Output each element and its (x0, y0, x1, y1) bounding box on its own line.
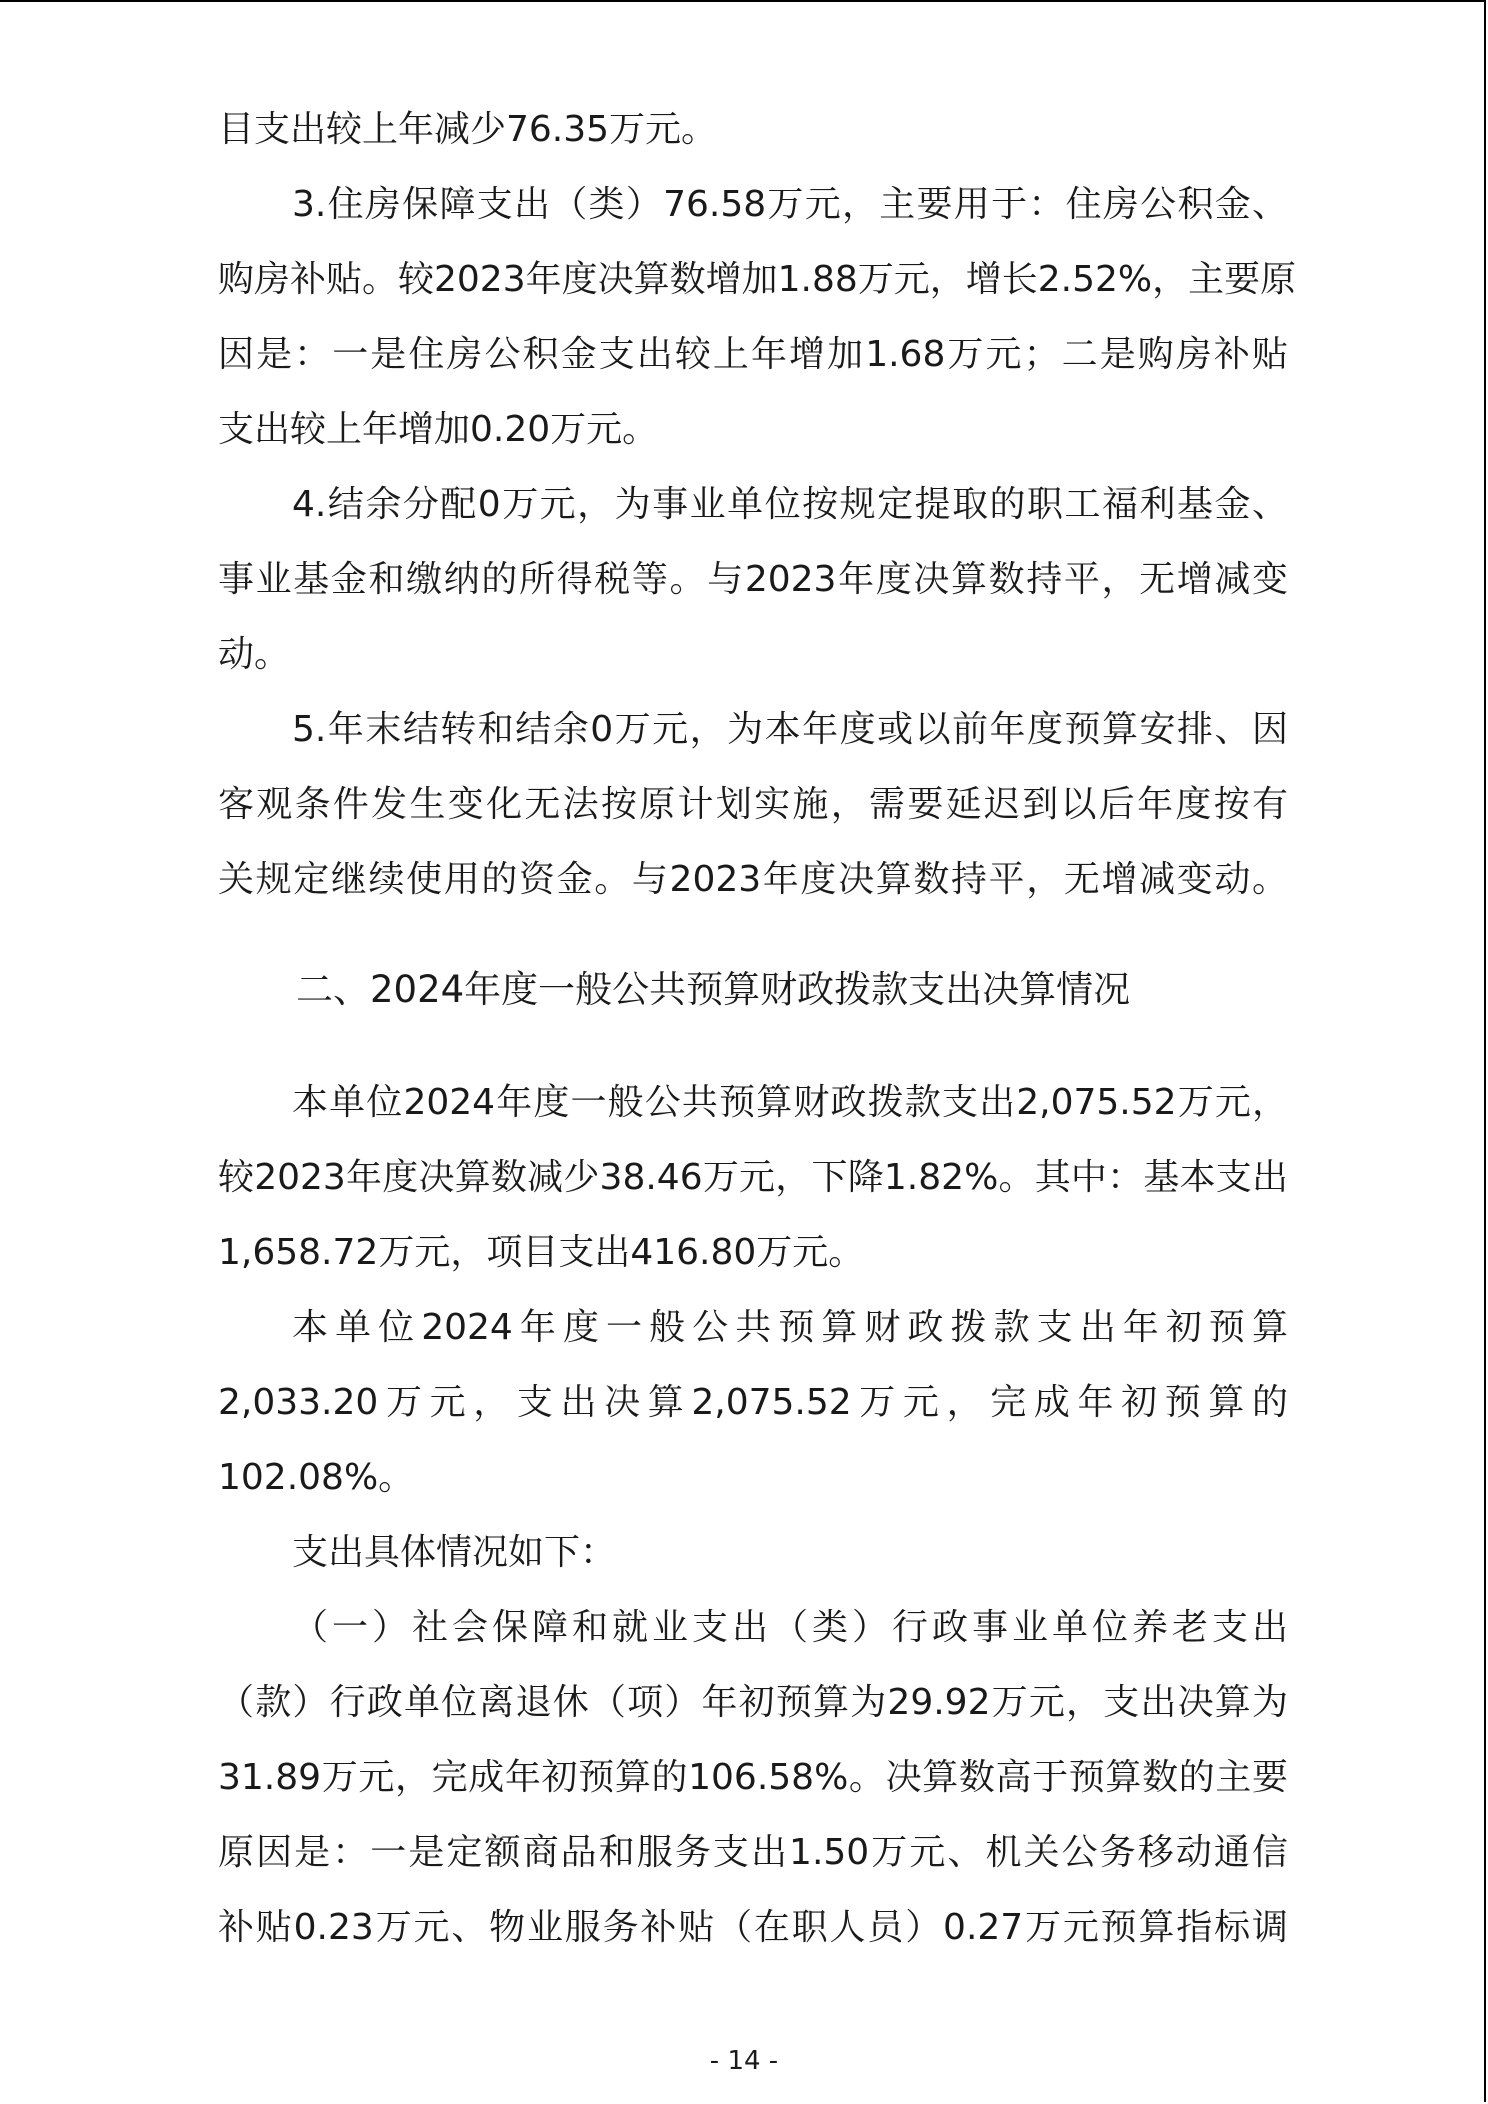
text-line: 购房补贴。较2023年度决算数增加1.88万元，增长2.52%，主要原 (218, 259, 1297, 300)
text-line: 102.08%。 (218, 1457, 415, 1498)
page-number: - 14 - (709, 2046, 779, 2076)
text-line: 较2023年度决算数减少38.46万元，下降1.82%。其中：基本支出 (218, 1157, 1288, 1198)
text-line: 事业基金和缴纳的所得税等。与2023年度决算数持平，无增减变 (218, 559, 1288, 600)
text-line: 支出较上年增加0.20万元。 (218, 409, 659, 450)
text-line: 31.89万元，完成年初预算的106.58%。决算数高于预算数的主要 (218, 1757, 1288, 1798)
text-line: （一）社会保障和就业支出（类）行政事业单位养老支出 (292, 1607, 1288, 1648)
text-line: 原因是：一是定额商品和服务支出1.50万元、机关公务移动通信 (218, 1832, 1288, 1873)
text-line: 关规定继续使用的资金。与2023年度决算数持平，无增减变动。 (218, 859, 1288, 900)
text-line: 本单位2024年度一般公共预算财政拨款支出2,075.52万元， (292, 1082, 1288, 1123)
text-line: 4.结余分配0万元，为事业单位按规定提取的职工福利基金、 (292, 484, 1288, 525)
text-line: 动。 (218, 634, 291, 675)
text-line: 补贴0.23万元、物业服务补贴（在职人员）0.27万元预算指标调 (218, 1907, 1288, 1948)
text-line: （款）行政单位离退休（项）年初预算为29.92万元，支出决算为 (218, 1682, 1288, 1723)
text-line: 支出具体情况如下： (292, 1532, 617, 1573)
text-line: 1,658.72万元，项目支出416.80万元。 (218, 1232, 865, 1273)
text-line: 本单位2024年度一般公共预算财政拨款支出年初预算 (292, 1307, 1288, 1348)
text-line: 5.年末结转和结余0万元，为本年度或以前年度预算安排、因 (292, 709, 1288, 750)
text-line: 2,033.20万元，支出决算2,075.52万元，完成年初预算的 (218, 1382, 1288, 1423)
section-heading: 二、2024年度一般公共预算财政拨款支出决算情况 (296, 968, 1131, 1011)
text-line: 3.住房保障支出（类）76.58万元，主要用于：住房公积金、 (292, 184, 1288, 225)
text-line: 目支出较上年减少76.35万元。 (218, 109, 718, 150)
text-line: 因是：一是住房公积金支出较上年增加1.68万元；二是购房补贴 (218, 334, 1288, 375)
text-line: 客观条件发生变化无法按原计划实施，需要延迟到以后年度按有 (218, 784, 1288, 825)
